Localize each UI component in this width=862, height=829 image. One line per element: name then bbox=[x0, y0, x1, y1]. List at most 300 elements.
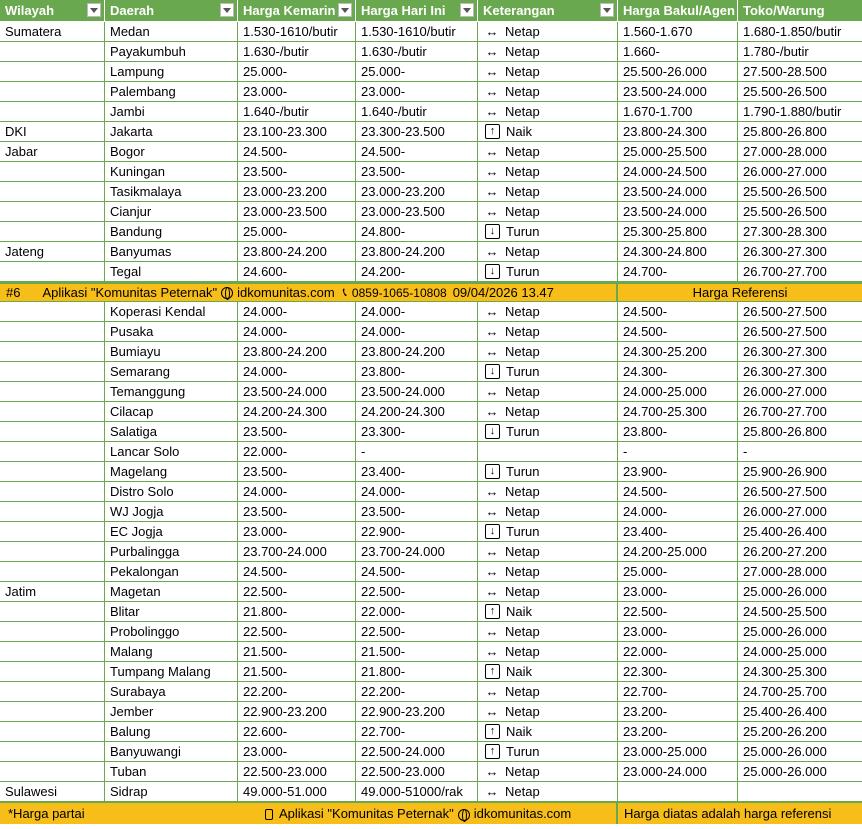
harga-kemarin-cell[interactable]: 23.100-23.300 bbox=[238, 122, 356, 142]
daerah-cell[interactable]: Lampung bbox=[105, 62, 238, 82]
harga-hari-ini-cell[interactable]: 22.200- bbox=[356, 682, 478, 702]
harga-bakul-cell[interactable]: 23.800- bbox=[618, 422, 738, 442]
harga-bakul-cell[interactable]: 23.500-24.000 bbox=[618, 82, 738, 102]
wilayah-cell[interactable] bbox=[0, 182, 105, 202]
harga-kemarin-cell[interactable]: 23.500- bbox=[238, 462, 356, 482]
harga-bakul-cell[interactable]: 24.500- bbox=[618, 482, 738, 502]
wilayah-cell[interactable]: Jatim bbox=[0, 582, 105, 602]
daerah-cell[interactable]: Tumpang Malang bbox=[105, 662, 238, 682]
daerah-cell[interactable]: Banyuwangi bbox=[105, 742, 238, 762]
keterangan-cell[interactable] bbox=[478, 782, 618, 802]
wilayah-cell[interactable] bbox=[0, 522, 105, 542]
col-header-harga-kemarin[interactable] bbox=[238, 0, 356, 22]
left-right-arrow-icon: ↔ bbox=[485, 23, 499, 39]
toko-warung-cell[interactable]: 25.000-26.000 bbox=[738, 742, 862, 762]
keterangan-cell[interactable] bbox=[478, 482, 618, 502]
daerah-cell[interactable]: Blitar bbox=[105, 602, 238, 622]
daerah-cell[interactable]: Medan bbox=[105, 22, 238, 42]
harga-bakul-cell[interactable]: 25.300-25.800 bbox=[618, 222, 738, 242]
status-label: Netap bbox=[505, 43, 540, 59]
wilayah-cell[interactable] bbox=[0, 62, 105, 82]
daerah-cell[interactable]: Jambi bbox=[105, 102, 238, 122]
harga-hari-ini-cell[interactable]: 24.000- bbox=[356, 302, 478, 322]
daerah-cell[interactable]: Surabaya bbox=[105, 682, 238, 702]
daerah-cell[interactable]: Cilacap bbox=[105, 402, 238, 422]
harga-kemarin-cell[interactable]: 23.000- bbox=[238, 522, 356, 542]
harga-kemarin-cell[interactable]: 24.500- bbox=[238, 142, 356, 162]
harga-kemarin-cell[interactable]: 22.500-23.000 bbox=[238, 762, 356, 782]
keterangan-cell[interactable] bbox=[478, 42, 618, 62]
filter-dropdown-icon[interactable] bbox=[338, 3, 352, 17]
wilayah-cell[interactable] bbox=[0, 102, 105, 122]
toko-warung-cell[interactable]: 1.680-1.850/butir bbox=[738, 22, 862, 42]
harga-hari-ini-cell[interactable]: 23.300-23.500 bbox=[356, 122, 478, 142]
col-header-harga-bakul bbox=[618, 0, 738, 22]
harga-bakul-cell[interactable]: 24.000-25.000 bbox=[618, 382, 738, 402]
wilayah-cell[interactable] bbox=[0, 542, 105, 562]
harga-kemarin-cell[interactable]: 24.000- bbox=[238, 322, 356, 342]
harga-kemarin-cell[interactable]: 24.000- bbox=[238, 482, 356, 502]
keterangan-cell[interactable] bbox=[478, 82, 618, 102]
toko-warung-cell[interactable]: 27.000-28.000 bbox=[738, 562, 862, 582]
harga-hari-ini-cell[interactable]: 1.640-/butir bbox=[356, 102, 478, 122]
harga-hari-ini-cell[interactable]: - bbox=[356, 442, 478, 462]
harga-kemarin-cell[interactable]: 23.500- bbox=[238, 422, 356, 442]
daerah-cell[interactable]: Palembang bbox=[105, 82, 238, 102]
harga-bakul-cell[interactable]: 24.000-24.500 bbox=[618, 162, 738, 182]
wilayah-cell[interactable] bbox=[0, 762, 105, 782]
toko-warung-cell[interactable]: 26.700-27.700 bbox=[738, 262, 862, 282]
wilayah-cell[interactable] bbox=[0, 562, 105, 582]
keterangan-cell[interactable] bbox=[478, 302, 618, 322]
daerah-cell[interactable]: Bumiayu bbox=[105, 342, 238, 362]
toko-warung-cell[interactable]: 25.500-26.500 bbox=[738, 82, 862, 102]
harga-kemarin-cell[interactable]: 24.200-24.300 bbox=[238, 402, 356, 422]
harga-hari-ini-cell[interactable]: 49.000-51000/rak bbox=[356, 782, 478, 802]
harga-hari-ini-cell[interactable]: 23.800-24.200 bbox=[356, 242, 478, 262]
down-arrow-icon: ↓ bbox=[485, 464, 500, 479]
wilayah-cell[interactable] bbox=[0, 42, 105, 62]
daerah-cell[interactable]: Sidrap bbox=[105, 782, 238, 802]
status-label: Netap bbox=[505, 83, 540, 99]
toko-warung-cell[interactable]: 1.780-/butir bbox=[738, 42, 862, 62]
filter-dropdown-icon[interactable] bbox=[460, 3, 474, 17]
daerah-cell[interactable]: Bandung bbox=[105, 222, 238, 242]
harga-kemarin-cell[interactable]: 22.500- bbox=[238, 582, 356, 602]
filter-dropdown-icon[interactable] bbox=[87, 3, 101, 17]
left-right-arrow-icon: ↔ bbox=[485, 303, 499, 319]
col-header-harga-hari-ini[interactable] bbox=[356, 0, 478, 22]
toko-warung-cell[interactable]: 26.000-27.000 bbox=[738, 502, 862, 522]
harga-kemarin-cell[interactable]: 25.000- bbox=[238, 222, 356, 242]
harga-kemarin-cell[interactable]: 25.000- bbox=[238, 62, 356, 82]
harga-bakul-cell[interactable]: 24.500- bbox=[618, 302, 738, 322]
harga-hari-ini-cell[interactable]: 24.500- bbox=[356, 142, 478, 162]
wilayah-cell[interactable] bbox=[0, 362, 105, 382]
col-header-daerah[interactable] bbox=[105, 0, 238, 22]
wilayah-cell[interactable] bbox=[0, 382, 105, 402]
harga-kemarin-cell[interactable]: 24.000- bbox=[238, 362, 356, 382]
toko-warung-cell[interactable]: 26.200-27.200 bbox=[738, 542, 862, 562]
status-label: Turun bbox=[506, 263, 540, 279]
daerah-cell[interactable]: Magetan bbox=[105, 582, 238, 602]
keterangan-cell[interactable] bbox=[478, 702, 618, 722]
keterangan-cell[interactable] bbox=[478, 382, 618, 402]
harga-kemarin-cell[interactable]: 23.500- bbox=[238, 162, 356, 182]
left-right-arrow-icon: ↔ bbox=[485, 543, 499, 559]
table-row bbox=[0, 102, 862, 122]
wilayah-cell[interactable] bbox=[0, 162, 105, 182]
wilayah-cell[interactable] bbox=[0, 82, 105, 102]
daerah-cell[interactable]: Jakarta bbox=[105, 122, 238, 142]
table-row bbox=[0, 642, 862, 662]
harga-hari-ini-cell[interactable]: 22.000- bbox=[356, 602, 478, 622]
keterangan-cell[interactable] bbox=[478, 542, 618, 562]
harga-hari-ini-cell[interactable]: 24.200- bbox=[356, 262, 478, 282]
harga-hari-ini-cell[interactable]: 25.000- bbox=[356, 62, 478, 82]
harga-hari-ini-cell[interactable]: 23.000-23.500 bbox=[356, 202, 478, 222]
col-header-wilayah[interactable] bbox=[0, 0, 105, 22]
harga-kemarin-cell[interactable]: 24.600- bbox=[238, 262, 356, 282]
harga-bakul-cell[interactable]: 24.000- bbox=[618, 502, 738, 522]
harga-bakul-cell[interactable]: 25.000-25.500 bbox=[618, 142, 738, 162]
wilayah-cell[interactable] bbox=[0, 202, 105, 222]
harga-bakul-cell[interactable]: 23.200- bbox=[618, 702, 738, 722]
daerah-cell[interactable]: Semarang bbox=[105, 362, 238, 382]
harga-hari-ini-cell[interactable]: 24.500- bbox=[356, 562, 478, 582]
harga-kemarin-cell[interactable]: 22.600- bbox=[238, 722, 356, 742]
harga-hari-ini-cell[interactable]: 21.500- bbox=[356, 642, 478, 662]
harga-bakul-cell[interactable]: 24.200-25.000 bbox=[618, 542, 738, 562]
keterangan-cell[interactable] bbox=[478, 362, 618, 382]
harga-bakul-cell[interactable]: 22.000- bbox=[618, 642, 738, 662]
daerah-cell[interactable]: Tasikmalaya bbox=[105, 182, 238, 202]
harga-kemarin-cell[interactable]: 23.000-23.500 bbox=[238, 202, 356, 222]
harga-hari-ini-cell[interactable]: 23.500-24.000 bbox=[356, 382, 478, 402]
keterangan-cell[interactable] bbox=[478, 222, 618, 242]
harga-bakul-cell[interactable]: 23.000- bbox=[618, 582, 738, 602]
harga-bakul-cell[interactable]: 23.000- bbox=[618, 622, 738, 642]
keterangan-cell[interactable] bbox=[478, 322, 618, 342]
keterangan-cell[interactable] bbox=[478, 642, 618, 662]
toko-warung-cell[interactable]: 26.500-27.500 bbox=[738, 302, 862, 322]
wilayah-cell[interactable] bbox=[0, 602, 105, 622]
wilayah-cell[interactable]: Sulawesi bbox=[0, 782, 105, 802]
harga-kemarin-cell[interactable]: 24.500- bbox=[238, 562, 356, 582]
harga-bakul-cell[interactable]: 25.000- bbox=[618, 562, 738, 582]
sheet-number: #6 bbox=[6, 285, 21, 300]
toko-warung-cell[interactable]: 25.400-26.400 bbox=[738, 522, 862, 542]
keterangan-cell[interactable] bbox=[478, 602, 618, 622]
toko-warung-cell[interactable]: 24.000-25.000 bbox=[738, 642, 862, 662]
table-row bbox=[0, 302, 862, 322]
filter-dropdown-icon[interactable] bbox=[600, 3, 614, 17]
wilayah-cell[interactable] bbox=[0, 442, 105, 462]
keterangan-cell[interactable] bbox=[478, 242, 618, 262]
toko-warung-cell[interactable]: 25.800-26.800 bbox=[738, 122, 862, 142]
harga-bakul-cell[interactable]: 22.700- bbox=[618, 682, 738, 702]
wilayah-cell[interactable] bbox=[0, 722, 105, 742]
toko-warung-cell[interactable]: 25.000-26.000 bbox=[738, 622, 862, 642]
table-body-bottom bbox=[0, 302, 862, 802]
keterangan-cell[interactable] bbox=[478, 462, 618, 482]
toko-warung-cell[interactable]: 26.700-27.700 bbox=[738, 402, 862, 422]
harga-kemarin-cell[interactable]: 23.000-23.200 bbox=[238, 182, 356, 202]
harga-bakul-cell[interactable]: 23.500-24.000 bbox=[618, 182, 738, 202]
wilayah-cell[interactable] bbox=[0, 302, 105, 322]
wilayah-cell[interactable]: Jateng bbox=[0, 242, 105, 262]
toko-warung-cell[interactable]: 25.900-26.900 bbox=[738, 462, 862, 482]
wilayah-cell[interactable] bbox=[0, 462, 105, 482]
wilayah-cell[interactable] bbox=[0, 322, 105, 342]
col-header-label: Harga Kemarin bbox=[243, 3, 336, 18]
harga-hari-ini-cell[interactable]: 22.500-23.000 bbox=[356, 762, 478, 782]
keterangan-cell[interactable] bbox=[478, 742, 618, 762]
col-header-label: Keterangan bbox=[483, 3, 555, 18]
harga-bakul-cell[interactable]: 23.800-24.300 bbox=[618, 122, 738, 142]
harga-kemarin-cell[interactable]: 23.000- bbox=[238, 82, 356, 102]
harga-hari-ini-cell[interactable]: 22.500- bbox=[356, 622, 478, 642]
daerah-cell[interactable]: Jember bbox=[105, 702, 238, 722]
keterangan-cell[interactable] bbox=[478, 662, 618, 682]
daerah-cell[interactable]: Malang bbox=[105, 642, 238, 662]
harga-bakul-cell[interactable]: 1.670-1.700 bbox=[618, 102, 738, 122]
wilayah-cell[interactable] bbox=[0, 642, 105, 662]
daerah-cell[interactable]: Kuningan bbox=[105, 162, 238, 182]
harga-bakul-cell[interactable]: 22.300- bbox=[618, 662, 738, 682]
harga-hari-ini-cell[interactable]: 22.500- bbox=[356, 582, 478, 602]
left-right-arrow-icon: ↔ bbox=[485, 203, 499, 219]
toko-warung-cell[interactable] bbox=[738, 782, 862, 802]
harga-bakul-cell[interactable] bbox=[618, 782, 738, 802]
toko-warung-cell[interactable]: 25.800-26.800 bbox=[738, 422, 862, 442]
daerah-cell[interactable]: Purbalingga bbox=[105, 542, 238, 562]
harga-hari-ini-cell[interactable]: 24.000- bbox=[356, 322, 478, 342]
toko-warung-cell[interactable]: 26.500-27.500 bbox=[738, 322, 862, 342]
harga-hari-ini-cell[interactable]: 23.700-24.000 bbox=[356, 542, 478, 562]
keterangan-cell[interactable] bbox=[478, 262, 618, 282]
keterangan-cell[interactable] bbox=[478, 162, 618, 182]
harga-bakul-cell[interactable]: 1.660- bbox=[618, 42, 738, 62]
harga-hari-ini-cell[interactable]: 23.400- bbox=[356, 462, 478, 482]
daerah-cell[interactable]: Magelang bbox=[105, 462, 238, 482]
harga-kemarin-cell[interactable]: 23.800-24.200 bbox=[238, 242, 356, 262]
wilayah-cell[interactable] bbox=[0, 422, 105, 442]
col-header-toko-warung bbox=[738, 0, 862, 22]
harga-bakul-cell[interactable]: 24.300-25.200 bbox=[618, 342, 738, 362]
daerah-cell[interactable]: Temanggung bbox=[105, 382, 238, 402]
toko-warung-cell[interactable]: 27.000-28.000 bbox=[738, 142, 862, 162]
keterangan-cell[interactable] bbox=[478, 102, 618, 122]
wilayah-cell[interactable] bbox=[0, 342, 105, 362]
wilayah-cell[interactable]: Sumatera bbox=[0, 22, 105, 42]
harga-kemarin-cell[interactable]: 22.500- bbox=[238, 622, 356, 642]
toko-warung-cell[interactable]: 26.000-27.000 bbox=[738, 162, 862, 182]
harga-bakul-cell[interactable]: 23.400- bbox=[618, 522, 738, 542]
toko-warung-cell[interactable]: 25.400-26.400 bbox=[738, 702, 862, 722]
harga-kemarin-cell[interactable]: 23.500-24.000 bbox=[238, 382, 356, 402]
toko-warung-cell[interactable]: - bbox=[738, 442, 862, 462]
keterangan-cell[interactable] bbox=[478, 422, 618, 442]
toko-warung-cell[interactable]: 25.500-26.500 bbox=[738, 202, 862, 222]
harga-kemarin-cell[interactable]: 1.630-/butir bbox=[238, 42, 356, 62]
daerah-cell[interactable]: Payakumbuh bbox=[105, 42, 238, 62]
toko-warung-cell[interactable]: 27.500-28.500 bbox=[738, 62, 862, 82]
keterangan-cell[interactable] bbox=[478, 22, 618, 42]
harga-kemarin-cell[interactable]: 23.500- bbox=[238, 502, 356, 522]
daerah-cell[interactable]: WJ Jogja bbox=[105, 502, 238, 522]
harga-hari-ini-cell[interactable]: 23.000-23.200 bbox=[356, 182, 478, 202]
wilayah-cell[interactable] bbox=[0, 742, 105, 762]
daerah-cell[interactable]: Balung bbox=[105, 722, 238, 742]
harga-hari-ini-cell[interactable]: 22.900-23.200 bbox=[356, 702, 478, 722]
harga-hari-ini-cell[interactable]: 23.800-24.200 bbox=[356, 342, 478, 362]
col-header-label: Daerah bbox=[110, 3, 155, 18]
daerah-cell[interactable]: EC Jogja bbox=[105, 522, 238, 542]
keterangan-cell[interactable] bbox=[478, 402, 618, 422]
harga-kemarin-cell[interactable]: 21.500- bbox=[238, 662, 356, 682]
harga-hari-ini-cell[interactable]: 24.800- bbox=[356, 222, 478, 242]
harga-bakul-cell[interactable]: 23.500-24.000 bbox=[618, 202, 738, 222]
harga-hari-ini-cell[interactable]: 22.900- bbox=[356, 522, 478, 542]
harga-kemarin-cell[interactable]: 23.800-24.200 bbox=[238, 342, 356, 362]
filter-dropdown-icon[interactable] bbox=[220, 3, 234, 17]
daerah-cell[interactable]: Tegal bbox=[105, 262, 238, 282]
daerah-cell[interactable]: Koperasi Kendal bbox=[105, 302, 238, 322]
harga-referensi-label: Harga Referensi bbox=[692, 285, 788, 300]
harga-hari-ini-cell[interactable]: 24.000- bbox=[356, 482, 478, 502]
col-header-keterangan[interactable] bbox=[478, 0, 618, 22]
harga-hari-ini-cell[interactable]: 23.800- bbox=[356, 362, 478, 382]
harga-hari-ini-cell[interactable]: 22.500-24.000 bbox=[356, 742, 478, 762]
table-row bbox=[0, 402, 862, 422]
daerah-cell[interactable]: Banyumas bbox=[105, 242, 238, 262]
daerah-cell[interactable]: Cianjur bbox=[105, 202, 238, 222]
daerah-cell[interactable]: Probolinggo bbox=[105, 622, 238, 642]
harga-bakul-cell[interactable]: 23.000-25.000 bbox=[618, 742, 738, 762]
keterangan-cell[interactable] bbox=[478, 342, 618, 362]
daerah-cell[interactable]: Pekalongan bbox=[105, 562, 238, 582]
wilayah-cell[interactable]: Jabar bbox=[0, 142, 105, 162]
harga-kemarin-cell[interactable]: 23.000- bbox=[238, 742, 356, 762]
status-label: Netap bbox=[505, 543, 540, 559]
harga-kemarin-cell[interactable]: 21.500- bbox=[238, 642, 356, 662]
keterangan-cell[interactable] bbox=[478, 202, 618, 222]
harga-bakul-cell[interactable]: 24.700- bbox=[618, 262, 738, 282]
daerah-cell[interactable]: Tuban bbox=[105, 762, 238, 782]
harga-kemarin-cell[interactable]: 49.000-51.000 bbox=[238, 782, 356, 802]
toko-warung-cell[interactable]: 27.300-28.300 bbox=[738, 222, 862, 242]
wilayah-cell[interactable] bbox=[0, 262, 105, 282]
harga-bakul-cell[interactable]: 23.900- bbox=[618, 462, 738, 482]
harga-bakul-cell[interactable]: 1.560-1.670 bbox=[618, 22, 738, 42]
toko-warung-cell[interactable]: 26.500-27.500 bbox=[738, 482, 862, 502]
toko-warung-cell[interactable]: 25.000-26.000 bbox=[738, 582, 862, 602]
keterangan-cell[interactable] bbox=[478, 722, 618, 742]
harga-bakul-cell[interactable]: 24.300-24.800 bbox=[618, 242, 738, 262]
harga-kemarin-cell[interactable]: 22.200- bbox=[238, 682, 356, 702]
daerah-cell[interactable]: Salatiga bbox=[105, 422, 238, 442]
harga-hari-ini-cell[interactable]: 23.000- bbox=[356, 82, 478, 102]
harga-hari-ini-cell[interactable]: 1.630-/butir bbox=[356, 42, 478, 62]
toko-warung-cell[interactable]: 26.300-27.300 bbox=[738, 242, 862, 262]
keterangan-cell[interactable] bbox=[478, 122, 618, 142]
wilayah-cell[interactable] bbox=[0, 222, 105, 242]
keterangan-cell[interactable] bbox=[478, 522, 618, 542]
keterangan-cell[interactable] bbox=[478, 762, 618, 782]
toko-warung-cell[interactable]: 24.300-25.300 bbox=[738, 662, 862, 682]
harga-bakul-cell[interactable]: 22.500- bbox=[618, 602, 738, 622]
harga-kemarin-cell[interactable]: 22.000- bbox=[238, 442, 356, 462]
toko-warung-cell[interactable]: 25.500-26.500 bbox=[738, 182, 862, 202]
harga-kemarin-cell[interactable]: 24.000- bbox=[238, 302, 356, 322]
toko-warung-cell[interactable]: 26.000-27.000 bbox=[738, 382, 862, 402]
wilayah-cell[interactable]: DKI bbox=[0, 122, 105, 142]
toko-warung-cell[interactable]: 25.200-26.200 bbox=[738, 722, 862, 742]
keterangan-cell[interactable] bbox=[478, 682, 618, 702]
harga-hari-ini-cell[interactable]: 24.200-24.300 bbox=[356, 402, 478, 422]
harga-bakul-cell[interactable]: 25.500-26.000 bbox=[618, 62, 738, 82]
harga-kemarin-cell[interactable]: 1.640-/butir bbox=[238, 102, 356, 122]
keterangan-cell[interactable] bbox=[478, 142, 618, 162]
wilayah-cell[interactable] bbox=[0, 402, 105, 422]
toko-warung-cell[interactable]: 26.300-27.300 bbox=[738, 362, 862, 382]
toko-warung-cell[interactable]: 24.500-25.500 bbox=[738, 602, 862, 622]
wilayah-cell[interactable] bbox=[0, 482, 105, 502]
keterangan-cell[interactable] bbox=[478, 502, 618, 522]
wilayah-cell[interactable] bbox=[0, 682, 105, 702]
left-right-arrow-icon: ↔ bbox=[485, 683, 499, 699]
harga-hari-ini-cell[interactable]: 23.300- bbox=[356, 422, 478, 442]
harga-kemarin-cell[interactable]: 1.530-1610/butir bbox=[238, 22, 356, 42]
harga-bakul-cell[interactable]: 24.700-25.300 bbox=[618, 402, 738, 422]
keterangan-cell[interactable] bbox=[478, 442, 618, 462]
wilayah-cell[interactable] bbox=[0, 702, 105, 722]
wilayah-cell[interactable] bbox=[0, 662, 105, 682]
daerah-cell[interactable]: Pusaka bbox=[105, 322, 238, 342]
harga-kemarin-cell[interactable]: 22.900-23.200 bbox=[238, 702, 356, 722]
daerah-cell[interactable]: Distro Solo bbox=[105, 482, 238, 502]
keterangan-cell[interactable] bbox=[478, 182, 618, 202]
wilayah-cell[interactable] bbox=[0, 502, 105, 522]
up-arrow-icon: ↑ bbox=[485, 724, 500, 739]
harga-hari-ini-cell[interactable]: 1.530-1610/butir bbox=[356, 22, 478, 42]
toko-warung-cell[interactable]: 1.790-1.880/butir bbox=[738, 102, 862, 122]
harga-kemarin-cell[interactable]: 21.800- bbox=[238, 602, 356, 622]
keterangan-cell[interactable] bbox=[478, 622, 618, 642]
keterangan-cell[interactable] bbox=[478, 582, 618, 602]
harga-bakul-cell[interactable]: 24.300- bbox=[618, 362, 738, 382]
harga-bakul-cell[interactable]: 24.500- bbox=[618, 322, 738, 342]
harga-hari-ini-cell[interactable]: 23.500- bbox=[356, 502, 478, 522]
daerah-cell[interactable]: Bogor bbox=[105, 142, 238, 162]
toko-warung-cell[interactable]: 26.300-27.300 bbox=[738, 342, 862, 362]
harga-kemarin-cell[interactable]: 23.700-24.000 bbox=[238, 542, 356, 562]
harga-bakul-cell[interactable]: - bbox=[618, 442, 738, 462]
wilayah-cell[interactable] bbox=[0, 622, 105, 642]
harga-bakul-cell[interactable]: 23.200- bbox=[618, 722, 738, 742]
toko-warung-cell[interactable]: 25.000-26.000 bbox=[738, 762, 862, 782]
daerah-cell[interactable]: Lancar Solo bbox=[105, 442, 238, 462]
keterangan-cell[interactable] bbox=[478, 62, 618, 82]
harga-hari-ini-cell[interactable]: 22.700- bbox=[356, 722, 478, 742]
harga-hari-ini-cell[interactable]: 21.800- bbox=[356, 662, 478, 682]
table-row bbox=[0, 362, 862, 382]
toko-warung-cell[interactable]: 24.700-25.700 bbox=[738, 682, 862, 702]
harga-hari-ini-cell[interactable]: 23.500- bbox=[356, 162, 478, 182]
harga-bakul-cell[interactable]: 23.000-24.000 bbox=[618, 762, 738, 782]
keterangan-cell[interactable] bbox=[478, 562, 618, 582]
